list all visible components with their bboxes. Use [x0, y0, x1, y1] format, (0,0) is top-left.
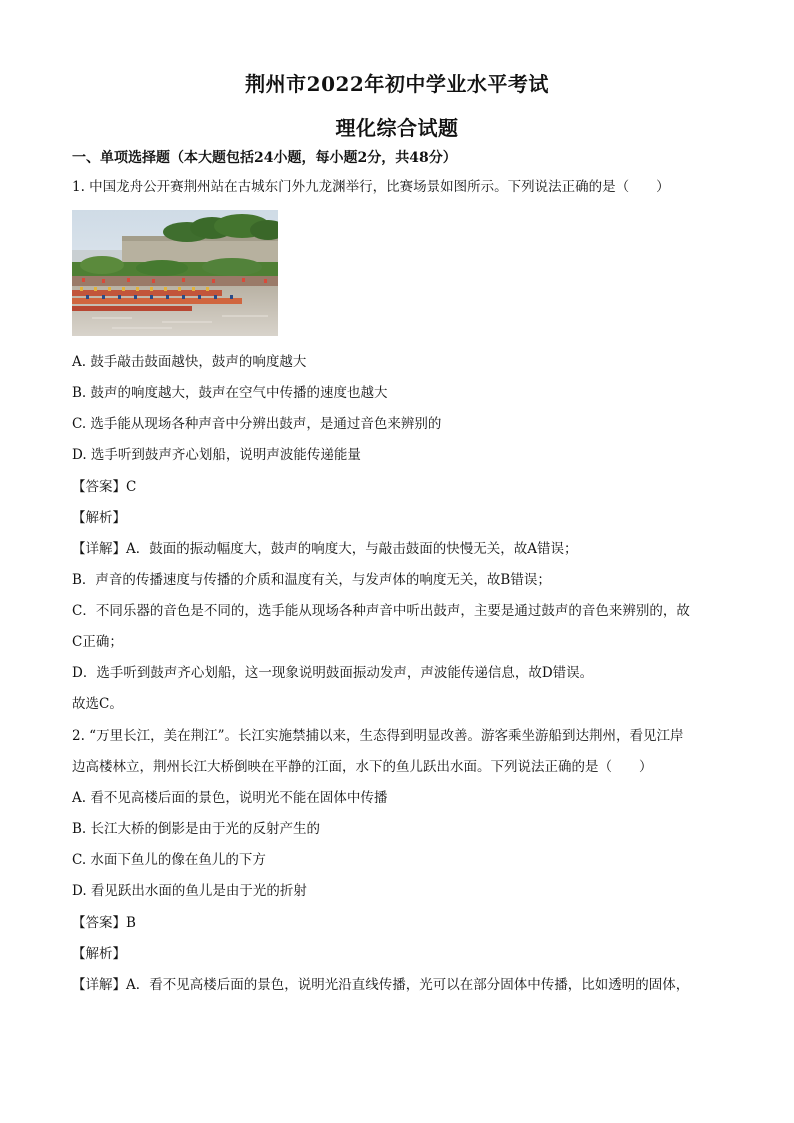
q1-option-a: A. 鼓手敲击鼓面越快，鼓声的响度越大	[72, 354, 307, 370]
q2-stem-line1: 2. “万里长江，美在荆江”。长江实施禁捕以来，生态得到明显改善。游客乘坐游船到达荆州，看见江岸	[72, 728, 684, 744]
q2-stem-line2: 边高楼林立，荆州长江大桥倒映在平静的江面，水下的鱼儿跃出水面。下列说法正确的是（ ）	[72, 759, 653, 775]
q1-answer: 【答案】C	[72, 479, 137, 495]
q2-analysis-label: 【解析】	[72, 946, 126, 962]
exam-title: 荆州市2022年初中学业水平考试	[245, 72, 549, 96]
exam-subtitle: 理化综合试题	[335, 116, 459, 140]
dragon-boat-photo	[72, 210, 278, 336]
q2-detail-a: 【详解】A．看不见高楼后面的景色，说明光沿直线传播，光可以在部分固体中传播，比如透明的固体，	[72, 977, 690, 993]
q2-option-a: A. 看不见高楼后面的景色，说明光不能在固体中传播	[72, 790, 388, 806]
q1-detail-a: 【详解】A．鼓面的振动幅度大，鼓声的响度大，与敲击鼓面的快慢无关，故A错误；	[72, 541, 578, 557]
q1-detail-b: B．声音的传播速度与传播的介质和温度有关，与发声体的响度无关，故B错误；	[72, 572, 551, 588]
q1-analysis-label: 【解析】	[72, 510, 126, 526]
q2-option-c: C. 水面下鱼儿的像在鱼儿的下方	[72, 852, 266, 868]
q1-detail-d: D．选手听到鼓声齐心划船，这一现象说明鼓面振动发声，声波能传递信息，故D错误。	[72, 665, 594, 681]
q1-detail-c-cont: C正确；	[72, 634, 123, 650]
q2-answer: 【答案】B	[72, 915, 136, 931]
q1-option-d: D. 选手听到鼓声齐心划船，说明声波能传递能量	[72, 447, 361, 463]
section-heading: 一、单项选择题（本大题包括24小题，每小题2分，共48分）	[72, 150, 457, 166]
q1-stem: 1. 中国龙舟公开赛荆州站在古城东门外九龙渊举行，比赛场景如图所示。下列说法正确的是（ ）	[72, 179, 670, 195]
q2-option-d: D. 看见跃出水面的鱼儿是由于光的折射	[72, 883, 307, 899]
q1-option-b: B. 鼓声的响度越大，鼓声在空气中传播的速度也越大	[72, 385, 388, 401]
q1-conclusion: 故选C。	[72, 696, 123, 712]
q1-option-c: C. 选手能从现场各种声音中分辨出鼓声，是通过音色来辨别的	[72, 416, 442, 432]
q2-option-b: B. 长江大桥的倒影是由于光的反射产生的	[72, 821, 321, 837]
q1-detail-c: C．不同乐器的音色是不同的，选手能从现场各种声音中听出鼓声，主要是通过鼓声的音色来辨别的，故	[72, 603, 690, 619]
